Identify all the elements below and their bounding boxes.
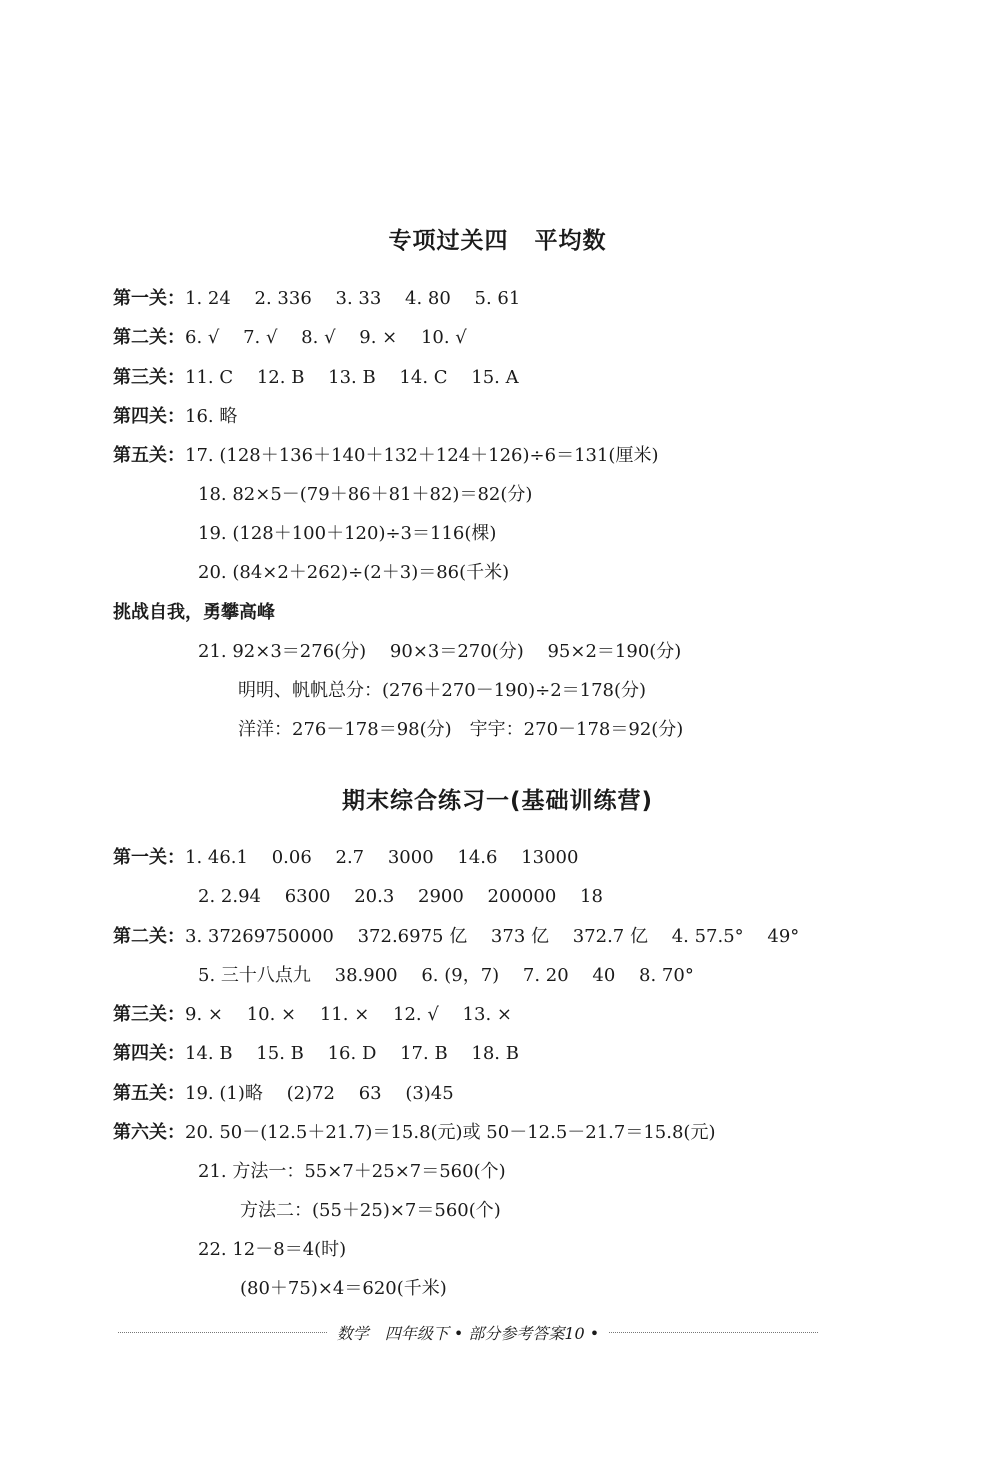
s1-line-5 xyxy=(113,444,658,468)
answer-text: 19. (1)略 (2)72 63 (3)45 xyxy=(185,1083,454,1104)
answer-text: 1. 24 2. 336 3. 33 4. 80 5. 61 xyxy=(185,288,521,309)
s2-line-1 xyxy=(113,846,578,870)
level-label: 第二关： xyxy=(113,327,185,348)
s2-line-3 xyxy=(113,925,799,949)
page-footer xyxy=(118,1320,818,1344)
answer-text: (80＋75)×4＝620(千米) xyxy=(240,1278,447,1299)
answer-text: 20. 50－(12.5＋21.7)＝15.8(元)或 50－12.5－21.7＝15.8(元) xyxy=(185,1122,716,1143)
challenge-line-3: 洋洋：276－178＝98(分) 宇宇：270－178＝92(分) xyxy=(238,719,684,740)
s2-line-7 xyxy=(113,1082,454,1106)
answer-text: 16. 略 xyxy=(185,406,238,427)
answer-text: 14. B 15. B 16. D 17. B 18. B xyxy=(185,1043,519,1064)
answer-text: 3. 37269750000 372.6975 亿 373 亿 372.7 亿 4. 57.5° 49° xyxy=(185,926,800,947)
answer-text: 17. (128＋136＋140＋132＋124＋126)÷6＝131(厘米) xyxy=(185,445,659,466)
answer-text: 5. 三十八点九 38.900 6. (9，7) 7. 20 40 8. 70° xyxy=(198,965,694,986)
answer-text: 11. C 12. B 13. B 14. C 15. A xyxy=(185,367,519,388)
s2-line-5 xyxy=(113,1003,512,1027)
s1-line-7 xyxy=(198,522,496,546)
answer-text: 方法二：(55＋25)×7＝560(个) xyxy=(240,1200,501,1221)
footer-divider-left xyxy=(118,1332,327,1333)
challenge-line-2: 明明、帆帆总分：(276＋270－190)÷2＝178(分) xyxy=(238,680,647,701)
section1-title-part-a: 专项过关四 xyxy=(388,228,509,254)
answer-text: 20. (84×2＋262)÷(2＋3)＝86(千米) xyxy=(198,562,510,583)
answer-text: 9. × 10. × 11. × 12. √ 13. × xyxy=(185,1004,512,1025)
s2-line-4 xyxy=(198,964,694,988)
level-label: 第二关： xyxy=(113,926,185,947)
answer-text: 6. √ 7. √ 8. √ 9. × 10. √ xyxy=(185,327,467,348)
level-label: 第三关： xyxy=(113,1004,185,1025)
answer-text: 19. (128＋100＋120)÷3＝116(棵) xyxy=(198,523,497,544)
level-label: 第三关： xyxy=(113,367,185,388)
s1-line-1 xyxy=(113,287,520,311)
level-label: 第四关： xyxy=(113,406,185,427)
footer-divider-right xyxy=(609,1332,818,1333)
s2-line-12 xyxy=(240,1277,447,1301)
s2-line-11 xyxy=(198,1238,346,1262)
s1-line-4 xyxy=(113,405,237,429)
s2-line-10 xyxy=(240,1199,501,1223)
section2-title: 期末综合练习一(基础训练营) xyxy=(341,788,654,814)
level-label: 第五关： xyxy=(113,1083,185,1104)
s2-line-9 xyxy=(198,1160,506,1184)
level-label: 第一关： xyxy=(113,288,185,309)
section1-title-part-b: 平均数 xyxy=(534,228,607,254)
answer-text: 1. 46.1 0.06 2.7 3000 14.6 13000 xyxy=(185,847,579,868)
level-label: 第一关： xyxy=(113,847,185,868)
s1-line-2 xyxy=(113,326,467,350)
challenge-line-1: 21. 92×3＝276(分) 90×3＝270(分) 95×2＝190(分) xyxy=(198,641,682,662)
s1-line-6 xyxy=(198,483,532,507)
footer-text: 数学 四年级下 • 部分参考答案10 • xyxy=(336,1323,600,1343)
s2-line-6 xyxy=(113,1042,519,1066)
s2-line-2 xyxy=(198,885,603,909)
challenge-title: 挑战自我，勇攀高峰 xyxy=(113,602,275,623)
level-label: 第四关： xyxy=(113,1043,185,1064)
level-label: 第五关： xyxy=(113,445,185,466)
answer-text: 2. 2.94 6300 20.3 2900 200000 18 xyxy=(198,886,603,907)
s1-line-8 xyxy=(198,561,509,585)
answer-text: 22. 12－8＝4(时) xyxy=(198,1239,347,1260)
s1-line-3 xyxy=(113,366,519,390)
answer-text: 21. 方法一：55×7＋25×7＝560(个) xyxy=(198,1161,506,1182)
level-label: 第六关： xyxy=(113,1122,185,1143)
answer-text: 18. 82×5－(79＋86＋81＋82)＝82(分) xyxy=(198,484,533,505)
s2-line-8 xyxy=(113,1121,715,1145)
section1-title xyxy=(0,222,995,255)
